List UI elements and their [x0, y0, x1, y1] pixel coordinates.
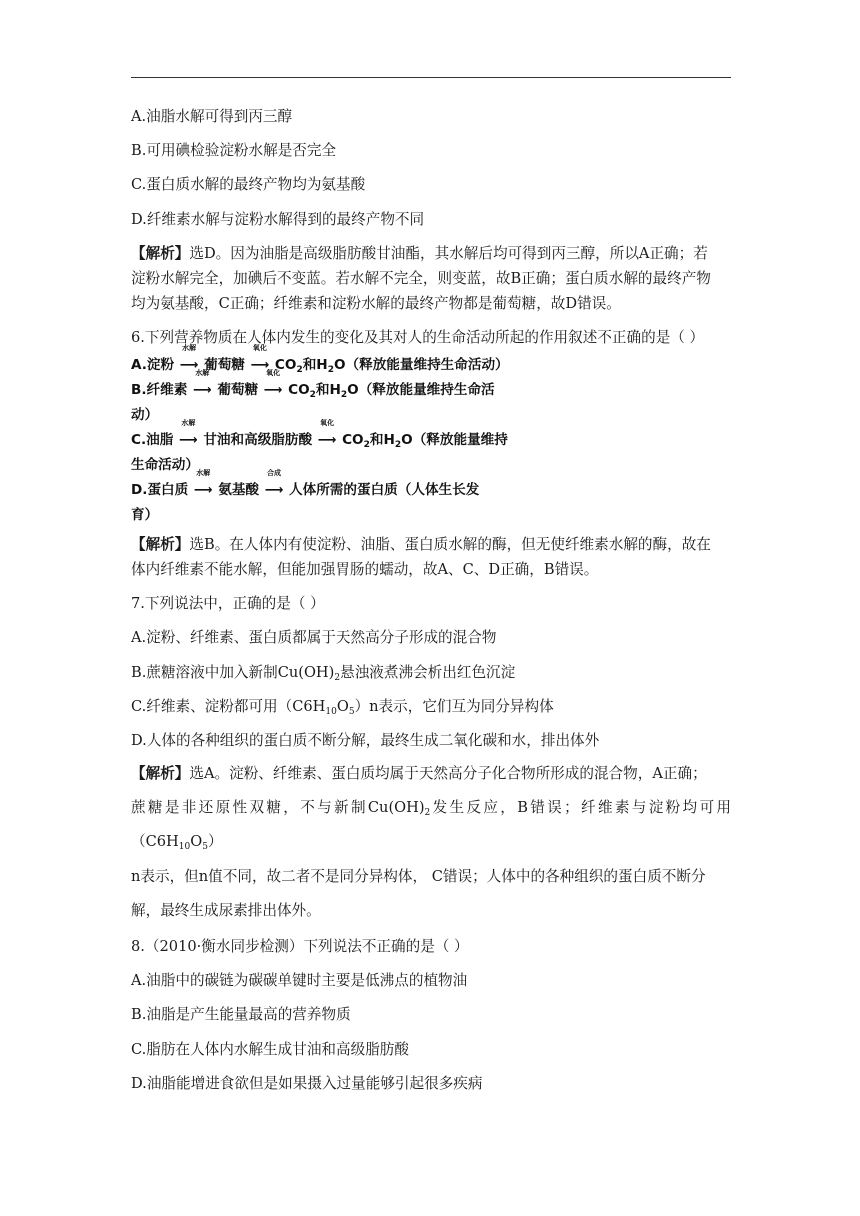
q6-analysis: [131, 532, 731, 582]
analysis-text: 蔗糖是非还原性双糖，不与新制Cu(OH): [131, 799, 425, 817]
analysis-label: 【解析】: [131, 765, 190, 783]
arrow-label: 水解: [195, 368, 210, 377]
analysis-text: 均为氨基酸，C正确；纤维素和淀粉水解的最终产物都是葡萄糖，故D错误。: [131, 294, 621, 312]
q7-option-b: [131, 660, 731, 685]
arrow-icon: 氧化 ⟶: [258, 378, 288, 403]
subscript: 2: [296, 364, 303, 375]
q5-option-d: D.纤维素水解与淀粉水解得到的最终产物不同: [131, 210, 425, 228]
analysis-label: 【解析】: [131, 244, 190, 262]
arrow-label: 水解: [181, 418, 196, 427]
subscript: 2: [424, 808, 431, 819]
q6-option-b-cont: 动）: [131, 406, 159, 423]
analysis-text: n表示，但n值不同，故二者不是同分异构体， C错误；人体中的各种组织的蛋白质不断分: [131, 867, 706, 885]
q7-stem: 7.下列说法中，正确的是（ ）: [131, 595, 325, 613]
arrow-icon: 氧化 ⟶: [312, 428, 342, 453]
product: 和H: [302, 356, 328, 373]
q8-option-d: D.油脂能增进食欲但是如果摄入过量能够引起很多疾病: [131, 1074, 483, 1092]
arrow-label: 合成: [267, 468, 282, 477]
subscript: 5: [202, 842, 208, 853]
document-body: [131, 104, 731, 1105]
product: O（释放能量维持生命活: [347, 381, 495, 398]
subscript: 10: [325, 706, 337, 717]
arrow-icon: 水解 ⟶: [173, 428, 203, 453]
product: O（释放能量维持生命活动）: [333, 356, 509, 373]
q6-option-d: [131, 468, 731, 503]
q5-option-b: B.可用碘检验淀粉水解是否完全: [131, 142, 337, 160]
analysis-text: 选A。淀粉、纤维素、蛋白质均属于天然高分子化合物所形成的混合物，A正确；: [189, 765, 707, 783]
arrow-label: 水解: [196, 468, 211, 477]
product: CO: [274, 356, 297, 373]
product: CO: [288, 381, 310, 398]
subscript: 2: [394, 439, 402, 450]
subscript: 10: [178, 842, 191, 853]
q6-option-c: [131, 418, 731, 453]
analysis-text: 淀粉水解完全，加碘后不变蓝。若水解不完全，则变蓝，故B正确；蛋白质水解的最终产物: [131, 269, 711, 287]
analysis-text: 选B。在人体内有使淀粉、油脂、蛋白质水解的酶，但无使纤维素水解的酶，故在: [189, 535, 711, 553]
q8-option-b: B.油脂是产生能量最高的营养物质: [131, 1006, 351, 1024]
q6-option-c-cont: 生命活动）: [131, 456, 199, 473]
option-text: C.纤维素、淀粉都可用（C6H: [131, 697, 326, 715]
q6-option-a: [131, 343, 731, 378]
analysis-label: 【解析】: [131, 535, 190, 553]
product: 甘油和高级脂肪酸: [203, 431, 313, 448]
product: 葡萄糖: [204, 356, 245, 373]
arrow-label: 氧化: [266, 368, 281, 377]
q7-analysis: [131, 757, 731, 928]
product: 氨基酸: [218, 481, 260, 498]
q6-option-b: [131, 368, 731, 403]
arrow-icon: 合成 ⟶: [259, 478, 289, 503]
product: O（释放能量维持: [401, 431, 508, 448]
arrow-icon: 水解 ⟶: [188, 478, 218, 503]
option-text: 悬浊液煮沸会析出红色沉淀: [340, 663, 516, 681]
product: 和H: [315, 381, 341, 398]
analysis-text: O: [190, 833, 203, 851]
analysis-text: 体内纤维素不能水解，但能加强胃肠的蠕动，故A、C、D正确，B错误。: [131, 560, 599, 578]
product: CO: [342, 431, 364, 448]
subscript: 2: [327, 364, 334, 375]
q7-option-a: A.淀粉、纤维素、蛋白质都属于天然高分子形成的混合物: [131, 629, 497, 647]
analysis-text: 解，最终生成尿素排出体外。: [131, 901, 321, 919]
arrow-label: 氧化: [320, 418, 335, 427]
reactant: C.油脂: [131, 431, 174, 448]
q8-stem: 8.（2010·衡水同步检测）下列说法不正确的是（ ）: [131, 938, 469, 956]
arrow-icon: 水解 ⟶: [187, 378, 217, 403]
option-text: B.蔗糖溶液中加入新制Cu(OH): [131, 663, 335, 681]
subscript: 5: [348, 706, 355, 717]
q8-option-c: C.脂肪在人体内水解生成甘油和高级脂肪酸: [131, 1040, 409, 1058]
subscript: 2: [363, 439, 370, 450]
reactant: A.淀粉: [131, 356, 175, 373]
analysis-text: 选D。因为油脂是高级脂肪酸甘油酯，其水解后均可得到丙三醇，所以A正确；若: [189, 244, 708, 262]
q6-option-d-cont: 育）: [131, 506, 159, 523]
subscript: 2: [340, 389, 348, 400]
reactant: D.蛋白质: [131, 481, 189, 498]
arrow-label: 水解: [182, 343, 197, 352]
product: 葡萄糖: [217, 381, 259, 398]
q7-option-c: [131, 694, 731, 719]
q8-option-a: A.油脂中的碳链为碳碳单键时主要是低沸点的植物油: [131, 972, 468, 990]
q5-analysis: [131, 241, 731, 316]
reactant: B.纤维素: [131, 381, 188, 398]
analysis-text: ）: [207, 833, 223, 851]
q5-option-a: A.油脂水解可得到丙三醇: [131, 108, 293, 125]
arrow-label: 氧化: [252, 343, 267, 352]
subscript: 2: [334, 672, 341, 683]
q7-option-d: D.人体的各种组织的蛋白质不断分解，最终生成二氧化碳和水，排出体外: [131, 731, 600, 749]
analysis-text: 发生反应，B错误；纤维素与淀粉均可用（C6H: [131, 799, 731, 851]
subscript: 2: [309, 389, 316, 400]
product: 人体所需的蛋白质（人体生长发: [289, 481, 480, 498]
header-rule: [131, 77, 731, 78]
arrow-icon: 氧化 ⟶: [245, 353, 275, 378]
option-text: O: [336, 697, 349, 715]
option-text: ）n表示，它们互为同分异构体: [354, 697, 554, 715]
arrow-icon: 水解 ⟶: [174, 353, 204, 378]
q6-options-image: [131, 343, 731, 528]
product: 和H: [369, 431, 395, 448]
q5-option-c: C.蛋白质水解的最终产物均为氨基酸: [131, 176, 366, 194]
q6-stem: 6.下列营养物质在人体内发生的变化及其对人的生命活动所起的作用叙述不正确的是（ ）: [131, 328, 705, 346]
